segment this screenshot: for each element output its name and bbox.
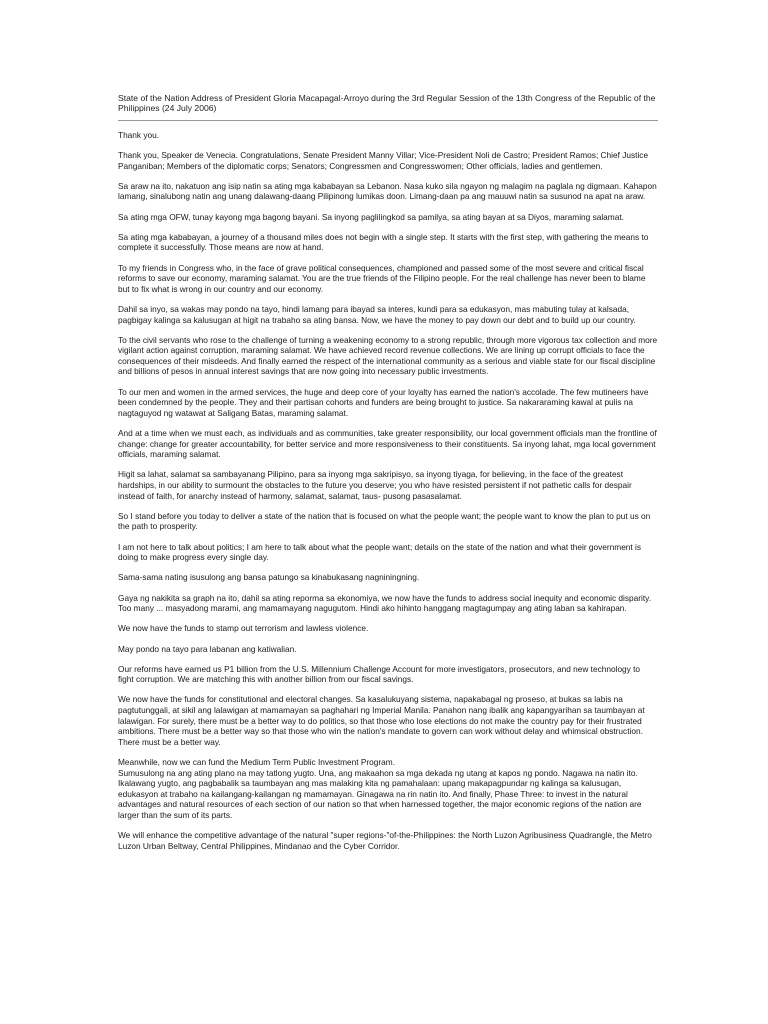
paragraph: And at a time when we must each, as individuals and as communities, take greater responsibility, our local government officials man the frontline of change: change for greater accountability, for better service and more responsiveness to their constituents. Sa inyong lahat, mga local government officials, maraming salamat. xyxy=(118,428,657,460)
paragraph: We now have the funds to stamp out terrorism and lawless violence. xyxy=(118,623,369,634)
paragraph: Higit sa lahat, salamat sa sambayanang Pilipino, para sa inyong mga sakripisyo, sa inyong tiyaga, for believing, in the face of the greatest hardships, in our ability to surmount the obstacles to the future you deserve; you who have resisted persistent if not pathetic calls for despair instead of faith, for anarchy instead of harmony, salamat, salamat, taus- pusong pasasalamat. xyxy=(118,469,632,501)
document-title: State of the Nation Address of President Gloria Macapagal-Arroyo during the 3rd Regular Session of the 13th Congress of the Republic of the Philippines (24 July 2006) xyxy=(118,93,656,114)
paragraph: Sa ating mga OFW, tunay kayong mga bagong bayani. Sa inyong paglilingkod sa pamilya, sa ating bayan at sa Diyos, maraming salamat. xyxy=(118,211,624,222)
paragraph: Gaya ng nakikita sa graph na ito, dahil sa ating reporma sa ekonomiya, we now have the funds to address social inequity and economic disparity. Too many ... masyadong marami, ang mamamayang nagugutom. Hindi ako hihinto hanggang magtagumpay ang ating laban sa kahirapan. xyxy=(118,592,651,614)
paragraph: Sa ating mga kababayan, a journey of a thousand miles does not begin with a single step. It starts with the first step, with gathering the means to complete it successfully. Those means are now at hand. xyxy=(118,231,649,253)
paragraph: To my friends in Congress who, in the face of grave political consequences, championed and passed some of the most severe and critical fiscal reforms to save our economy, maraming salamat. You are the true friends of the Filipino people. For the real challenge has never been to blame but to fix what is wrong in our country and our economy. xyxy=(118,262,646,294)
paragraph: Meanwhile, now we can fund the Medium Term Public Investment Program. xyxy=(118,757,395,768)
paragraph: We will enhance the competitive advantage of the natural "super regions-"of-the-Philippines: the North Luzon Agribusiness Quadrangle, the Metro Luzon Urban Beltway, Central Philippines, Mindanao and the Cyber Corridor. xyxy=(118,830,652,851)
paragraph: Sama-sama nating isusulong ang bansa patungo sa kinabukasang nagniningning. xyxy=(118,572,420,583)
paragraph: To our men and women in the armed services, the huge and deep core of your loyalty has earned the nation's accolade. The few mutineers have been condemned by the people. They and their partisan cohorts and funders are being brought to justice. Sa nakararaming kawal at pulis na nagtaguyod ng watawat at Saligang Batas, maraming salamat. xyxy=(118,386,649,418)
paragraph: May pondo na tayo para labanan ang katiwalian. xyxy=(118,643,297,654)
paragraph: Our reforms have earned us P1 billion from the U.S. Millennium Challenge Account for more investigators, prosecutors, and new technology to fight corruption. We are matching this with another billion from our fiscal savings. xyxy=(118,663,641,685)
title-divider xyxy=(118,120,658,121)
paragraph: So I stand before you today to deliver a state of the nation that is focused on what the people want; the people want to know the plan to put us on the path to prosperity. xyxy=(118,510,651,532)
paragraph: To the civil servants who rose to the challenge of turning a weakening economy to a strong republic, through more vigorous tax collection and more vigilant action against corruption, maraming salamat. We have achieved record revenue collections. We are lining up corrupt officials to face the consequences of their misdeeds. And finally earned the respect of the international community as a serious and viable state for our fiscal discipline and billions of pesos in annual interest savings that are now going into necessary public investments. xyxy=(118,334,658,377)
paragraph: Sumusulong na ang ating plano na may tatlong yugto. Una, ang makaahon sa mga dekada ng utang at kapos ng pondo. Nagawa na natin ito. Ikalawang yugto, ang pagbabalik sa taumbayan ang mas malaking kita ng pamahalaan: upang makapagpundar ng kalinga sa kalusugan, edukasyon at trabaho na kailangang-kailangan ng mamamayan. Ginagawa na rin natin ito. And finally, Phase Three: to invest in the natural advantages and natural resources of each section of our nation so that when harnessed together, the major economic regions of the nation are larger than the sum of its parts. xyxy=(118,767,642,820)
paragraph: Thank you. xyxy=(118,129,160,140)
paragraph: We now have the funds for constitutional and electoral changes. Sa kasalukuyang sistema, napakabagal ng proseso, at bukas sa labis na pagtutunggali, at sikil ang lalawigan at mamamayan sa paghahari ng Imperial Manila. Panahon nang ibalik ang kapangyarihan sa taumbayan at lalawigan. For surely, there must be a better way to do politics, so that those who lose elections do not make the country pay for their frustrated ambitions. There must be a better way so that those who win the nation's mandate to govern can work without delay and whimsical obstruction. There must be a better way. xyxy=(118,694,645,747)
paragraph: I am not here to talk about politics; I am here to talk about what the people want; details on the state of the nation and what their government is doing to make progress every single day. xyxy=(118,541,642,563)
paragraph: Sa araw na ito, nakatuon ang isip natin sa ating mga kababayan sa Lebanon. Nasa kuko sila ngayon ng malagim na paglala ng digmaan. Kahapon lamang, sinalubong natin ang unang dalawang-daang Pilipinong lumikas doon. Limang-daan pa ang mauuwi natin sa susunod na apat na araw. xyxy=(118,180,657,202)
paragraph: Thank you, Speaker de Venecia. Congratulations, Senate President Manny Villar; Vice-President Noli de Castro; President Ramos; Chief Justice Panganiban; Members of the diplomatic corps; Senators; Congressmen and Congresswomen; Other officials, ladies and gentlemen. xyxy=(118,150,649,171)
paragraph: Dahil sa inyo, sa wakas may pondo na tayo, hindi lamang para ibayad sa interes, kundi para sa edukasyon, mas mabuting tulay at kalsada, pagbigay kalinga sa kalusugan at higit na trabaho sa ating bansa. Now, we have the money to pay down our debt and to build up our country. xyxy=(118,303,636,325)
